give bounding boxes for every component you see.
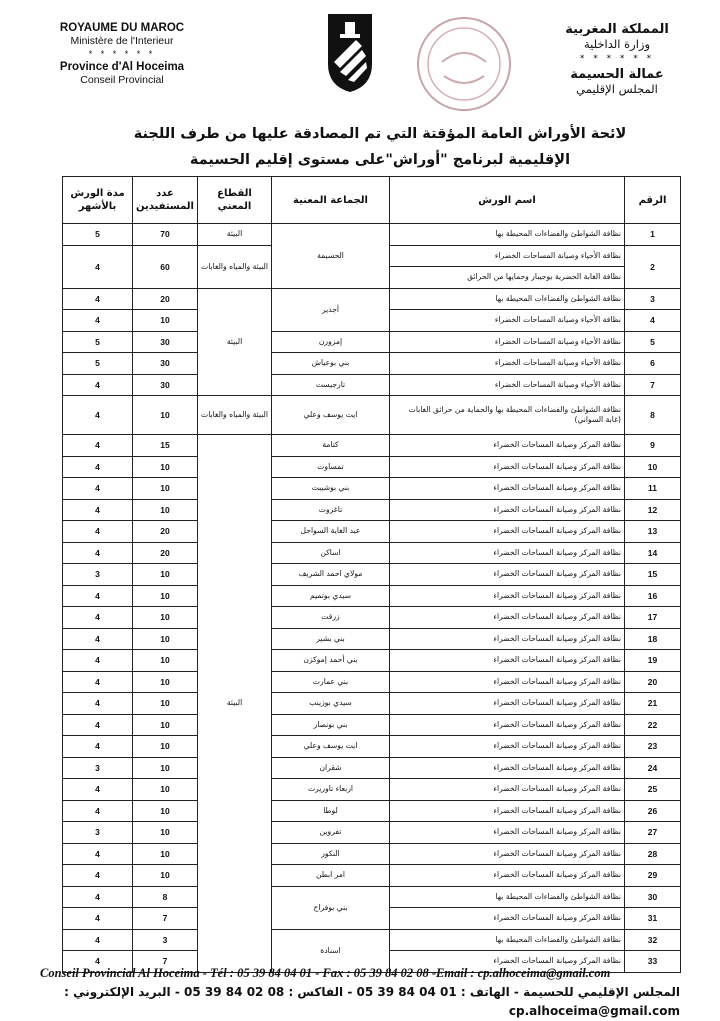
commune: اساكن — [272, 542, 390, 564]
site-name: نظافة المركز وصيانة المساحات الخضراء — [390, 693, 625, 715]
beneficiaries: 10 — [133, 693, 198, 715]
table-row — [63, 478, 681, 500]
row-number: 23 — [625, 736, 681, 758]
site-name: نظافة الشواطئ والفضاءات المحيطة بها — [390, 224, 625, 246]
site-name: نظافة المركز وصيانة المساحات الخضراء — [390, 499, 625, 521]
duration: 3 — [63, 822, 133, 844]
table-row — [63, 822, 681, 844]
site-name: نظافة الشواطئ والفضاءات المحيطة بها — [390, 929, 625, 951]
commune: إمزورن — [272, 331, 390, 353]
row-number: 32 — [625, 929, 681, 951]
commune: اسنادة — [272, 929, 390, 972]
duration: 4 — [63, 542, 133, 564]
beneficiaries: 15 — [133, 435, 198, 457]
duration: 4 — [63, 929, 133, 951]
official-stamp — [414, 14, 514, 114]
duration: 4 — [63, 456, 133, 478]
row-number: 25 — [625, 779, 681, 801]
row-number: 27 — [625, 822, 681, 844]
duration: 4 — [63, 714, 133, 736]
site-name: نظافة الأحياء وصيانة المساحات الخضراء — [390, 331, 625, 353]
commune: النكور — [272, 843, 390, 865]
row-number: 5 — [625, 331, 681, 353]
row-number: 20 — [625, 671, 681, 693]
commune: سيدي بوزينب — [272, 693, 390, 715]
footer-contact-french: Conseil Provincial Al Hoceima - Tél : 05 39 84 04 01 - Fax : 05 39 84 02 08 -Email : cp.alhoceima@gmail.com — [40, 966, 611, 980]
header-left-line: Conseil Provincial — [80, 74, 164, 86]
row-number: 11 — [625, 478, 681, 500]
commune: بني بوفراح — [272, 886, 390, 929]
site-name: نظافة المركز وصيانة المساحات الخضراء — [390, 714, 625, 736]
beneficiaries: 10 — [133, 671, 198, 693]
duration: 4 — [63, 800, 133, 822]
table-row — [63, 779, 681, 801]
beneficiaries: 10 — [133, 714, 198, 736]
beneficiaries: 20 — [133, 288, 198, 310]
duration: 4 — [63, 396, 133, 435]
duration: 4 — [63, 886, 133, 908]
header-right-block — [542, 22, 692, 97]
commune: كتامة — [272, 435, 390, 457]
table-row — [63, 800, 681, 822]
document-title — [80, 121, 680, 173]
commune: بني بشير — [272, 628, 390, 650]
coat-of-arms-logo — [326, 12, 374, 94]
commune: الحسيمة — [272, 224, 390, 289]
commune: لوطا — [272, 800, 390, 822]
commune: شقران — [272, 757, 390, 779]
header-left-block — [32, 22, 212, 87]
table-row — [63, 396, 681, 435]
beneficiaries: 7 — [133, 908, 198, 930]
commune: بني بوعياش — [272, 353, 390, 375]
commune: ايت يوسف وعلي — [272, 736, 390, 758]
site-name: نظافة المركز وصيانة المساحات الخضراء — [390, 671, 625, 693]
site-name: نظافة المركز وصيانة المساحات الخضراء — [390, 822, 625, 844]
duration: 4 — [63, 310, 133, 332]
beneficiaries: 7 — [133, 951, 198, 973]
table-row — [63, 224, 681, 246]
site-name: نظافة الشواطئ والفضاءات المحيطة بها — [390, 886, 625, 908]
row-number: 29 — [625, 865, 681, 887]
site-name: نظافة الشواطئ والفضاءات المحيطة بها والحماية من حرائق الغابات (غابة السواني) — [390, 396, 625, 435]
row-number: 1 — [625, 224, 681, 246]
table-row — [63, 607, 681, 629]
header-sector: القطاع المعني — [198, 177, 272, 224]
row-number: 22 — [625, 714, 681, 736]
duration: 4 — [63, 650, 133, 672]
row-number: 6 — [625, 353, 681, 375]
beneficiaries: 10 — [133, 736, 198, 758]
site-name: نظافة المركز وصيانة المساحات الخضراء — [390, 865, 625, 887]
row-number: 30 — [625, 886, 681, 908]
site-name: نظافة الأحياء وصيانة المساحات الخضراء — [390, 310, 625, 332]
beneficiaries: 10 — [133, 310, 198, 332]
site-name: نظافة المركز وصيانة المساحات الخضراء — [390, 757, 625, 779]
site-name: نظافة المركز وصيانة المساحات الخضراء — [390, 478, 625, 500]
duration: 4 — [63, 478, 133, 500]
row-number: 10 — [625, 456, 681, 478]
row-number: 3 — [625, 288, 681, 310]
beneficiaries: 10 — [133, 779, 198, 801]
row-number: 4 — [625, 310, 681, 332]
duration: 4 — [63, 779, 133, 801]
beneficiaries: 10 — [133, 800, 198, 822]
row-number: 13 — [625, 521, 681, 543]
duration: 5 — [63, 224, 133, 246]
row-number: 9 — [625, 435, 681, 457]
duration: 4 — [63, 951, 133, 973]
duration: 4 — [63, 865, 133, 887]
duration: 3 — [63, 757, 133, 779]
beneficiaries: 10 — [133, 478, 198, 500]
row-number: 16 — [625, 585, 681, 607]
header-site-name: اسم الورش — [390, 177, 625, 224]
duration: 5 — [63, 353, 133, 375]
site-name: نظافة المركز وصيانة المساحات الخضراء — [390, 908, 625, 930]
table-row — [63, 374, 681, 396]
beneficiaries: 10 — [133, 456, 198, 478]
table-row — [63, 564, 681, 586]
table-row — [63, 628, 681, 650]
commune: مولاي احمد الشريف — [272, 564, 390, 586]
sector: البيئة والمياه والغابات — [198, 245, 272, 288]
beneficiaries: 60 — [133, 245, 198, 288]
duration: 4 — [63, 435, 133, 457]
commune: بني عمارت — [272, 671, 390, 693]
row-number: 2 — [625, 245, 681, 288]
commune: عبد الغاية السواحل — [272, 521, 390, 543]
site-name: نظافة المركز وصيانة المساحات الخضراء — [390, 607, 625, 629]
table-row — [63, 693, 681, 715]
footer-contact-arabic: المجلس الإقليمي للحسيمة - الهاتف : 01 04 84 39 05 - الفاكس : 08 02 84 39 05 - البريد الإلكتروني : cp.alhoceima@gmail.com — [64, 985, 680, 1018]
header-left-stars: * * * * * * — [88, 49, 156, 59]
header-right-line: المجلس الإقليمي — [576, 82, 658, 96]
beneficiaries: 3 — [133, 929, 198, 951]
sector: البيئة — [198, 224, 272, 246]
beneficiaries: 70 — [133, 224, 198, 246]
header-commune: الجماعة المعنية — [272, 177, 390, 224]
row-number: 24 — [625, 757, 681, 779]
beneficiaries: 10 — [133, 650, 198, 672]
row-number: 19 — [625, 650, 681, 672]
duration: 4 — [63, 693, 133, 715]
header-right-line: المملكة المغربية — [565, 22, 669, 37]
header-left-line: ROYAUME DU MAROC — [59, 22, 185, 34]
table-row — [63, 671, 681, 693]
table-row — [63, 865, 681, 887]
commune: أجدير — [272, 288, 390, 331]
site-name: نظافة الأحياء وصيانة المساحات الخضراء — [390, 374, 625, 396]
beneficiaries: 10 — [133, 564, 198, 586]
beneficiaries: 10 — [133, 499, 198, 521]
table-header-row — [63, 177, 681, 224]
row-number: 14 — [625, 542, 681, 564]
row-number: 33 — [625, 951, 681, 973]
duration: 4 — [63, 736, 133, 758]
table-row — [63, 929, 681, 951]
duration: 4 — [63, 499, 133, 521]
site-name: نظافة المركز وصيانة المساحات الخضراء — [390, 951, 625, 973]
table-row — [63, 288, 681, 310]
duration: 3 — [63, 564, 133, 586]
header-left-line: Ministère de l'Interieur — [70, 35, 174, 47]
beneficiaries: 30 — [133, 353, 198, 375]
beneficiaries: 10 — [133, 865, 198, 887]
beneficiaries: 30 — [133, 374, 198, 396]
commune: امر ابطن — [272, 865, 390, 887]
row-number: 17 — [625, 607, 681, 629]
row-number: 18 — [625, 628, 681, 650]
sector: البيئة — [198, 435, 272, 973]
table-row — [63, 757, 681, 779]
site-name: نظافة المركز وصيانة المساحات الخضراء — [390, 542, 625, 564]
header-number: الرقم — [625, 177, 681, 224]
duration: 4 — [63, 374, 133, 396]
table-row — [63, 736, 681, 758]
beneficiaries: 10 — [133, 628, 198, 650]
commune: بني بوشيبت — [272, 478, 390, 500]
site-name: نظافة المركز وصيانة المساحات الخضراء — [390, 564, 625, 586]
header-duration: مدة الورش بالأشهر — [63, 177, 133, 224]
site-name: نظافة المركز وصيانة المساحات الخضراء — [390, 800, 625, 822]
site-name: نظافة الأحياء وصيانة المساحات الخضراء — [390, 353, 625, 375]
commune: تمساوت — [272, 456, 390, 478]
site-name: نظافة المركز وصيانة المساحات الخضراء — [390, 843, 625, 865]
header-right-line: عمالة الحسيمة — [570, 67, 664, 82]
header-beneficiaries: عدد المستفيدين — [133, 177, 198, 224]
duration: 4 — [63, 288, 133, 310]
duration: 4 — [63, 245, 133, 288]
beneficiaries: 10 — [133, 757, 198, 779]
commune: اربعاء تاوريرت — [272, 779, 390, 801]
site-name: نظافة المركز وصيانة المساحات الخضراء — [390, 650, 625, 672]
duration: 4 — [63, 585, 133, 607]
site-name: نظافة المركز وصيانة المساحات الخضراء — [390, 779, 625, 801]
table-row — [63, 650, 681, 672]
worksites-table — [62, 176, 681, 973]
table-row — [63, 521, 681, 543]
table-row — [63, 886, 681, 908]
site-name: نظافة الشواطئ والفضاءات المحيطة بها — [390, 288, 625, 310]
title-line-2: الإقليمية لبرنامج "أوراش"على مستوى إقليم الحسيمة — [189, 152, 571, 168]
table-row — [63, 499, 681, 521]
footer — [40, 964, 680, 1021]
beneficiaries: 10 — [133, 396, 198, 435]
commune: بني بونصار — [272, 714, 390, 736]
table-row — [63, 542, 681, 564]
site-name: نظافة الغابة الحضرية بوجيبار وحمايها من الحرائق — [390, 267, 625, 289]
site-name: نظافة المركز وصيانة المساحات الخضراء — [390, 456, 625, 478]
site-name: نظافة المركز وصيانة المساحات الخضراء — [390, 521, 625, 543]
row-number: 15 — [625, 564, 681, 586]
row-number: 31 — [625, 908, 681, 930]
site-name: نظافة المركز وصيانة المساحات الخضراء — [390, 435, 625, 457]
table-row — [63, 353, 681, 375]
row-number: 21 — [625, 693, 681, 715]
table-row — [63, 585, 681, 607]
commune: تفروين — [272, 822, 390, 844]
table-row — [63, 843, 681, 865]
duration: 4 — [63, 908, 133, 930]
beneficiaries: 10 — [133, 843, 198, 865]
beneficiaries: 20 — [133, 521, 198, 543]
table-row — [63, 331, 681, 353]
sector: البيئة والمياه والغابات — [198, 396, 272, 435]
row-number: 8 — [625, 396, 681, 435]
table-row — [63, 714, 681, 736]
beneficiaries: 10 — [133, 607, 198, 629]
row-number: 7 — [625, 374, 681, 396]
table-row — [63, 435, 681, 457]
duration: 4 — [63, 628, 133, 650]
row-number: 26 — [625, 800, 681, 822]
commune: تاغزوت — [272, 499, 390, 521]
commune: ايت يوسف وعلي — [272, 396, 390, 435]
duration: 4 — [63, 607, 133, 629]
beneficiaries: 30 — [133, 331, 198, 353]
beneficiaries: 10 — [133, 585, 198, 607]
duration: 4 — [63, 671, 133, 693]
header-left-line: Province d'Al Hoceima — [59, 61, 185, 73]
site-name: نظافة الأحياء وصيانة المساحات الخضراء — [390, 245, 625, 267]
beneficiaries: 10 — [133, 822, 198, 844]
beneficiaries: 20 — [133, 542, 198, 564]
header-right-stars: * * * * * * — [579, 54, 655, 64]
commune: بني أحمد إموكزن — [272, 650, 390, 672]
site-name: نظافة المركز وصيانة المساحات الخضراء — [390, 736, 625, 758]
commune: زرقت — [272, 607, 390, 629]
title-line-1: لائحة الأوراش العامة المؤقتة التي تم المصادقة عليها من طرف اللجنة — [133, 126, 627, 142]
duration: 5 — [63, 331, 133, 353]
commune: تارجيست — [272, 374, 390, 396]
duration: 4 — [63, 843, 133, 865]
site-name: نظافة المركز وصيانة المساحات الخضراء — [390, 628, 625, 650]
row-number: 12 — [625, 499, 681, 521]
header-right-line: وزارة الداخلية — [583, 37, 651, 51]
sector: البيئة — [198, 288, 272, 396]
beneficiaries: 8 — [133, 886, 198, 908]
site-name: نظافة المركز وصيانة المساحات الخضراء — [390, 585, 625, 607]
row-number: 28 — [625, 843, 681, 865]
duration: 4 — [63, 521, 133, 543]
table-row — [63, 456, 681, 478]
commune: سيدي بوتميم — [272, 585, 390, 607]
